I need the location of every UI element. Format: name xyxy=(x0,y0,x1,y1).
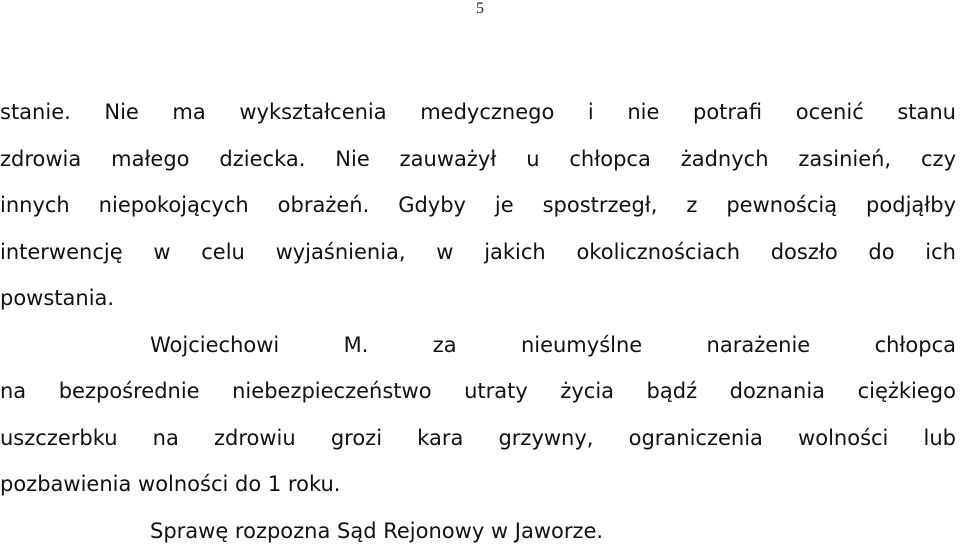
paragraph-3 xyxy=(0,508,956,554)
page-number: 5 xyxy=(0,0,960,18)
text-line: interwencję w celu wyjaśnienia, w jakich okolicznościach doszło do ich xyxy=(0,229,956,276)
text-line: Wojciechowi M. za nieumyślne narażenie chłopca xyxy=(0,322,956,369)
text-line: pozbawienia wolności do 1 roku. xyxy=(0,461,956,508)
text-line: innych niepokojących obrażeń. Gdyby je spostrzegł, z pewnością podjąłby xyxy=(0,182,956,229)
paragraph-1 xyxy=(0,89,956,322)
paragraph-2 xyxy=(0,322,956,508)
text-line: na bezpośrednie niebezpieczeństwo utraty życia bądź doznania ciężkiego xyxy=(0,368,956,415)
document-body xyxy=(0,89,956,554)
text-line: stanie. Nie ma wykształcenia medycznego i nie potrafi ocenić stanu xyxy=(0,89,956,136)
text-line: uszczerbku na zdrowiu grozi kara grzywny, ograniczenia wolności lub xyxy=(0,415,956,462)
text-line: Sprawę rozpozna Sąd Rejonowy w Jaworze. xyxy=(0,508,956,554)
text-line: powstania. xyxy=(0,275,956,322)
text-line: zdrowia małego dziecka. Nie zauważył u chłopca żadnych zasinień, czy xyxy=(0,136,956,183)
